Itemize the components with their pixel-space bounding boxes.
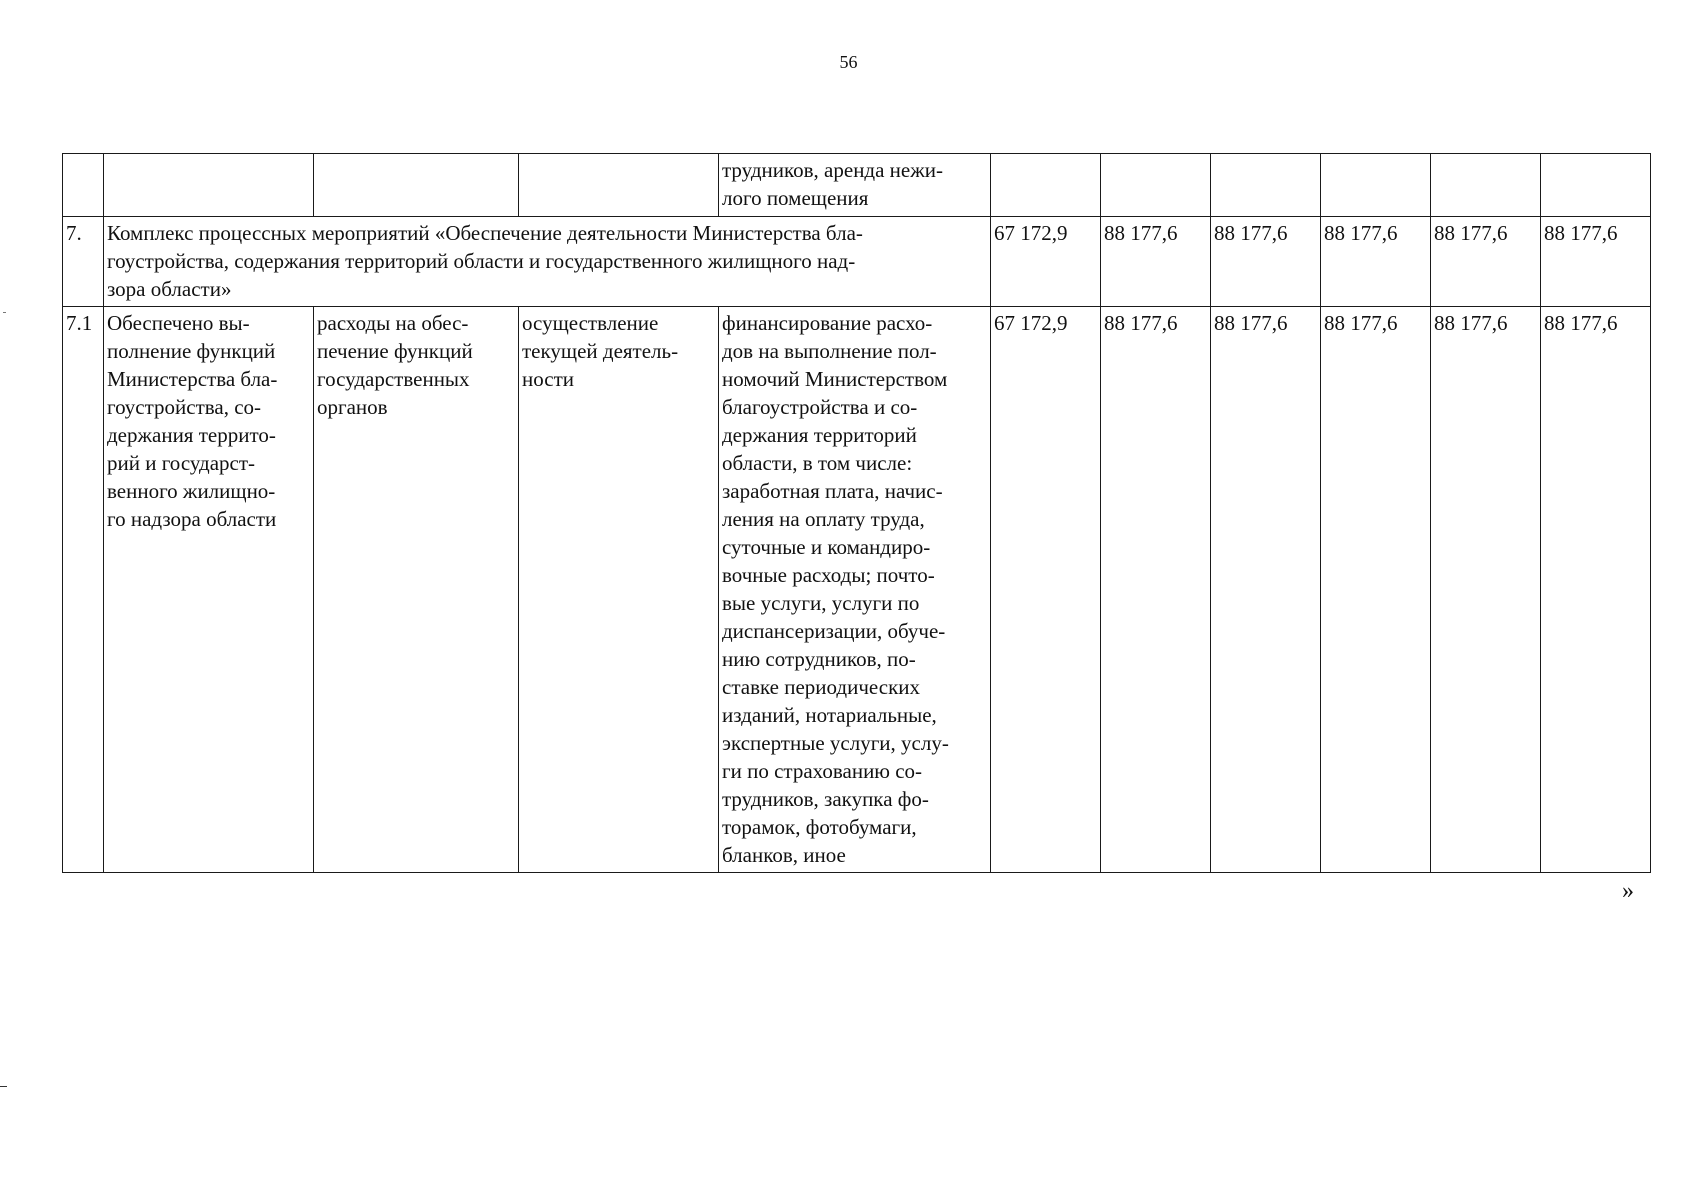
- expense-type-cell: расходы на обес- печение функций государственных органов: [314, 307, 519, 873]
- result-cell: Обеспечено вы- полнение функций Министерства бла- гоустройства, со- держания террито- рий и государст- венного жилищно- го надзора области: [104, 307, 314, 873]
- table-row-item: [63, 307, 1651, 873]
- value-cell: 88 177,6: [1431, 307, 1541, 873]
- table-row-continuation: [63, 154, 1651, 217]
- activity-cell: осуществление текущей деятель- ности: [519, 307, 719, 873]
- complex-title: Комплекс процессных мероприятий «Обеспечение деятельности Министерства бла- гоустройства, содержания территорий области и государственного жилищного над- зора области»: [104, 217, 991, 307]
- margin-mark: [3, 312, 6, 313]
- value-cell: 88 177,6: [1321, 217, 1431, 307]
- budget-table: [62, 153, 1651, 873]
- table-cell: [1321, 154, 1431, 217]
- page-number: 56: [839, 52, 858, 72]
- value-cell: 88 177,6: [1431, 217, 1541, 307]
- row-number: 7.: [63, 217, 104, 307]
- value-cell: 88 177,6: [1321, 307, 1431, 873]
- value-cell: 88 177,6: [1541, 307, 1651, 873]
- value-cell: 88 177,6: [1101, 307, 1211, 873]
- value-cell: 67 172,9: [991, 217, 1101, 307]
- table-cell: [1211, 154, 1321, 217]
- value-cell: 88 177,6: [1211, 307, 1321, 873]
- table-cell: [104, 154, 314, 217]
- value-cell: 88 177,6: [1101, 217, 1211, 307]
- value-cell: 88 177,6: [1211, 217, 1321, 307]
- table-cell: [1101, 154, 1211, 217]
- measure-cell: финансирование расхо- дов на выполнение пол- номочий Министерством благоустройства и со- держания территорий области, в том числе: заработная плата, начис- ления на оплату труда, суточные и командиро- вочные расходы; почто- вые услуги, услуги по диспансеризации, обуче- нию сотрудников, по- ставке периодических изданий, нотариальные, экспертные услуги, услу- ги по страхованию со- трудников, закупка фо- торамок, фотобумаги, бланков, иное: [719, 307, 991, 873]
- table-cell: [519, 154, 719, 217]
- table-cell: [991, 154, 1101, 217]
- value-cell: 88 177,6: [1541, 217, 1651, 307]
- value-cell: 67 172,9: [991, 307, 1101, 873]
- margin-mark: [0, 1086, 7, 1087]
- table-cell: [63, 154, 104, 217]
- table-cell: [1541, 154, 1651, 217]
- measure-cell: трудников, аренда нежи- лого помещения: [719, 154, 991, 217]
- closing-quote: »: [1622, 878, 1634, 904]
- table-cell: [314, 154, 519, 217]
- table-row-complex: [63, 217, 1651, 307]
- row-number: 7.1: [63, 307, 104, 873]
- table-cell: [1431, 154, 1541, 217]
